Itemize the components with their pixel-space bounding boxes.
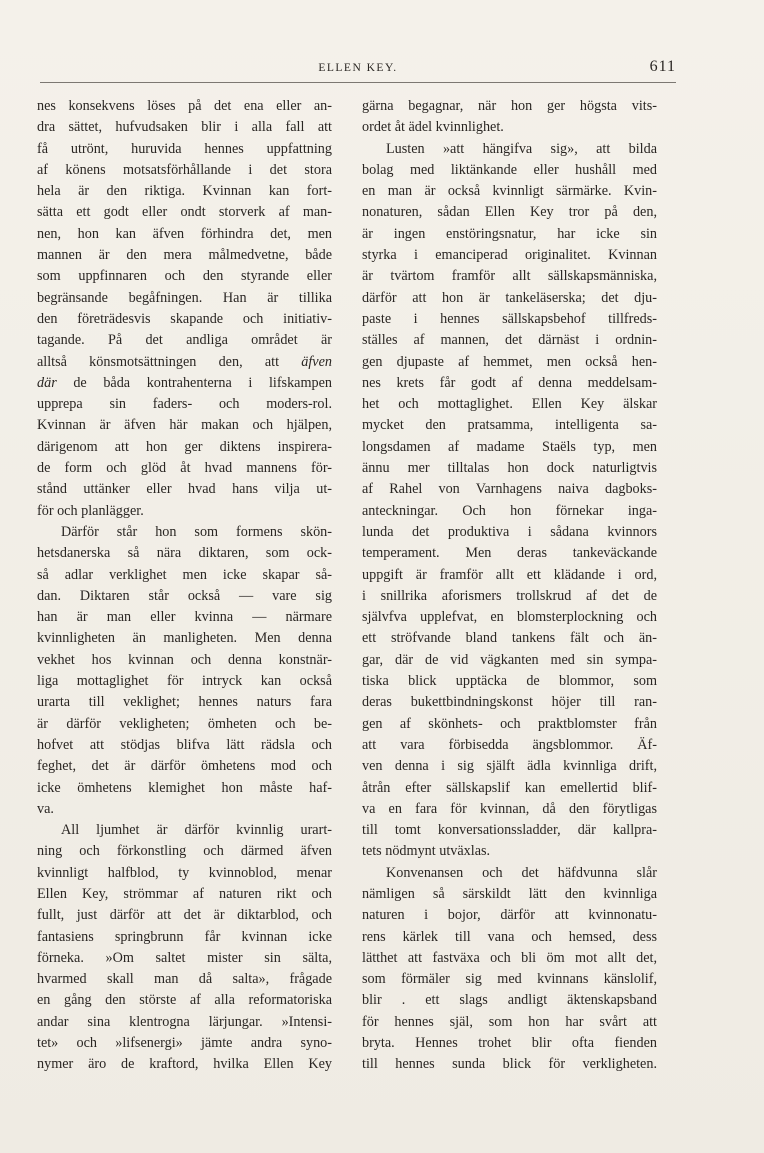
- text-line: va en fara för kvinnan, då den förytligas: [362, 800, 657, 817]
- text-line: i snillrika aforismers trollskrud af det de: [362, 587, 657, 604]
- text-line: hofvet att stödjas blifva lätt rädsla och: [37, 736, 332, 753]
- text-line: af Rahel von Varnhagens naiva dagboks-: [362, 481, 657, 498]
- text-line: gen djupaste af hemmet, men också hen-: [362, 353, 657, 370]
- left-column: [37, 96, 332, 1076]
- page-header: [40, 60, 676, 83]
- text-line: därigenom att hon ger diktens inspirera-: [37, 438, 332, 455]
- emphasized-text: där: [37, 374, 57, 391]
- text-line: självfva upplefvat, en blomsterplockning och: [362, 609, 657, 626]
- text-line: få utrönt, huruvida hennes uppfattning: [37, 140, 332, 157]
- text-line: gar, där de vid vägkanten med sin sympa-: [362, 651, 657, 668]
- text-line: hetsdanerska så nära diktaren, som ock-: [37, 545, 332, 562]
- text-line: fantasiens springbrunn får kvinnan icke: [37, 928, 332, 945]
- text-line: vekhet hos kvinnan och denna konstnär-: [37, 651, 332, 668]
- text-line: va.: [37, 800, 54, 817]
- text-line: för hennes själ, som hon har svårt att: [362, 1013, 657, 1030]
- text-line: longsdamen af madame Staëls typ, men: [362, 438, 657, 455]
- text-line: Kvinnan är äfven här makan och hjälpen,: [37, 417, 332, 434]
- emphasized-text: äfven: [301, 353, 332, 370]
- text-line: mycket den pratsamma, intelligenta sa-: [362, 417, 657, 434]
- text-segment: de båda kontrahenterna i lifskampen: [56, 374, 332, 391]
- text-line: hela är den riktiga. Kvinnan kan fort-: [37, 183, 332, 200]
- text-line: är tvärtom framför allt sällskapsmänniska,: [362, 268, 657, 285]
- text-line: lätthet att fastväxa och bli öm mot allt det,: [362, 949, 657, 966]
- text-line: deras bukettbindningskonst höjer till ran-: [362, 694, 657, 711]
- text-line: dra sättet, hufvudsaken blir i alla fall att: [37, 119, 332, 136]
- text-segment: alltså könsmotsättningen den, att: [37, 353, 302, 370]
- text-line: en man är också kvinnligt särmärke. Kvin-: [362, 183, 657, 200]
- text-line: nymer äro de kraftord, hvilka Ellen Key: [37, 1056, 332, 1073]
- text-line: [37, 373, 332, 394]
- text-line: att vara förbisedda ängsblommor. Äf-: [362, 736, 657, 753]
- text-line: bolag med liktänkande eller hushåll med: [362, 161, 657, 178]
- text-line: åtrån efter sällskapslif kan emellertid blif-: [362, 779, 657, 796]
- text-line: är ingen enstöringsnatur, har icke sin: [362, 225, 657, 242]
- text-line: nen, hon kan äfven förhindra det, men: [37, 225, 332, 242]
- text-line: het och mottaglighet. Ellen Key älskar: [362, 396, 657, 413]
- text-line: af könens motsatsförhållande i det stora: [37, 161, 332, 178]
- text-line: feghet, det är därför ömhetens mod och: [37, 758, 332, 775]
- text-line: dan. Diktaren står också — vare sig: [37, 587, 332, 604]
- text-line: blir . ett slags andligt äktenskapsband: [362, 992, 657, 1009]
- text-line: hvarmed skall man då salta», frågade: [37, 971, 332, 988]
- text-line: mannen är den mera målmedvetne, både: [37, 247, 332, 264]
- text-line: ning och förkonstling och därmed äfven: [37, 843, 332, 860]
- text-line: han är man eller kvinna — närmare: [37, 609, 332, 626]
- text-line: stånd uttänker eller hvad hans vilja ut-: [37, 481, 332, 498]
- text-line: ordet åt ädel kvinnlighet.: [362, 119, 504, 136]
- text-line: som uppfinnaren och den styrande eller: [37, 268, 332, 285]
- text-line: Lusten »att hängifva sig», att bilda: [386, 140, 657, 157]
- text-line: fullt, just därför att det är diktarblod, och: [37, 907, 332, 924]
- text-line: är därför vekligheten; ömheten och be-: [37, 715, 332, 732]
- text-line: därför att hon är tankeläserska; det dju-: [362, 289, 657, 306]
- text-line: lunda det produktiva i sådana kvinnors: [362, 523, 657, 540]
- text-line: de form och glöd åt hvad mannens för-: [37, 460, 332, 477]
- text-line: tiska blick upptäcka de blommor, som: [362, 673, 657, 690]
- text-line: Därför står hon som formens skön-: [61, 523, 332, 540]
- text-line: ett ströfvande bland tankens fält och än-: [362, 630, 657, 647]
- text-line: upprepa sin faders- och moders-rol.: [37, 396, 332, 413]
- text-line: så adlar verklighet men icke skapar så-: [37, 566, 332, 583]
- text-line: ställes af mannen, det därnäst i ordnin-: [362, 332, 657, 349]
- text-line: begränsande begåfningen. Han är tillika: [37, 289, 332, 306]
- text-line: som förmäler sig med kvinnans känslolif,: [362, 971, 657, 988]
- text-line: nes konsekvens löses på det ena eller an-: [37, 98, 332, 114]
- text-line: gen af skönhets- och praktblomster från: [362, 715, 657, 732]
- text-line: All ljumhet är därför kvinnlig urart-: [61, 822, 332, 839]
- text-line: liga mottaglighet för intryck kan också: [37, 673, 332, 690]
- text-line: ven denna i sig själft ädla kvinnliga drift,: [362, 758, 657, 775]
- text-line: [37, 352, 332, 373]
- text-line: till tomt konversationssladder, där kallpra-: [362, 822, 657, 839]
- text-line: paste i hennes sällskapsbehof tillfreds-: [362, 310, 657, 327]
- right-column: [362, 96, 657, 1076]
- text-line: gärna begagnar, när hon ger högsta vits-: [362, 98, 657, 114]
- running-head: ELLEN KEY.: [318, 62, 398, 74]
- text-line: till hennes sunda blick för verkligheten.: [362, 1056, 657, 1073]
- text-line: nämligen så särskildt lätt den kvinnliga: [362, 885, 657, 902]
- text-line: andar sina klentrogna lärjungar. »Intensi-: [37, 1013, 332, 1030]
- page-number: 611: [649, 58, 676, 75]
- text-line: rens kärlek till vana och hemsed, dess: [362, 928, 657, 945]
- text-line: en gång den störste af alla reformatoriska: [37, 992, 332, 1009]
- text-line: tets nödmynt utväxlas.: [362, 843, 491, 860]
- text-line: icke ömhetens klemighet hon måste haf-: [37, 779, 332, 796]
- text-line: urarta till veklighet; hennes naturs fara: [37, 694, 332, 711]
- text-line: den företrädesvis skapande och initiativ-: [37, 310, 332, 327]
- text-line: Konvenansen och det häfdvunna slår: [386, 864, 657, 881]
- text-line: kvinnligheten än manligheten. Men denna: [37, 630, 332, 647]
- text-line: temperament. Men deras tankeväckande: [362, 545, 657, 562]
- text-line: tet» och »lifsenergi» jämte andra syno-: [37, 1035, 332, 1052]
- text-line: styrka i emanciperad originalitet. Kvinnan: [362, 247, 657, 264]
- text-line: bryta. Hennes trohet blir ofta fienden: [362, 1035, 657, 1052]
- text-line: kvinnligt halfblod, ty kvinnoblod, menar: [37, 864, 332, 881]
- text-line: sätta ett godt eller ondt storverk af man-: [37, 204, 332, 221]
- text-line: förneka. »Om saltet mister sin sälta,: [37, 949, 332, 966]
- text-line: naturen i bojor, därför att kvinnonatu-: [362, 907, 657, 924]
- text-line: nonaturen, sådan Ellen Key tror på den,: [362, 204, 657, 221]
- text-line: uppgift är framför allt ett klädande i ord,: [362, 566, 657, 583]
- text-line: tagande. På det andliga området är: [37, 332, 332, 349]
- text-line: nes krets får godt af denna meddelsam-: [362, 374, 657, 391]
- text-line: för och planlägger.: [37, 502, 144, 519]
- text-line: Ellen Key, strömmar af naturen rikt och: [37, 885, 332, 902]
- text-line: ännu mer tilltalas hon dock naturligtvis: [362, 460, 657, 477]
- text-line: anteckningar. Och hon förnekar inga-: [362, 502, 657, 519]
